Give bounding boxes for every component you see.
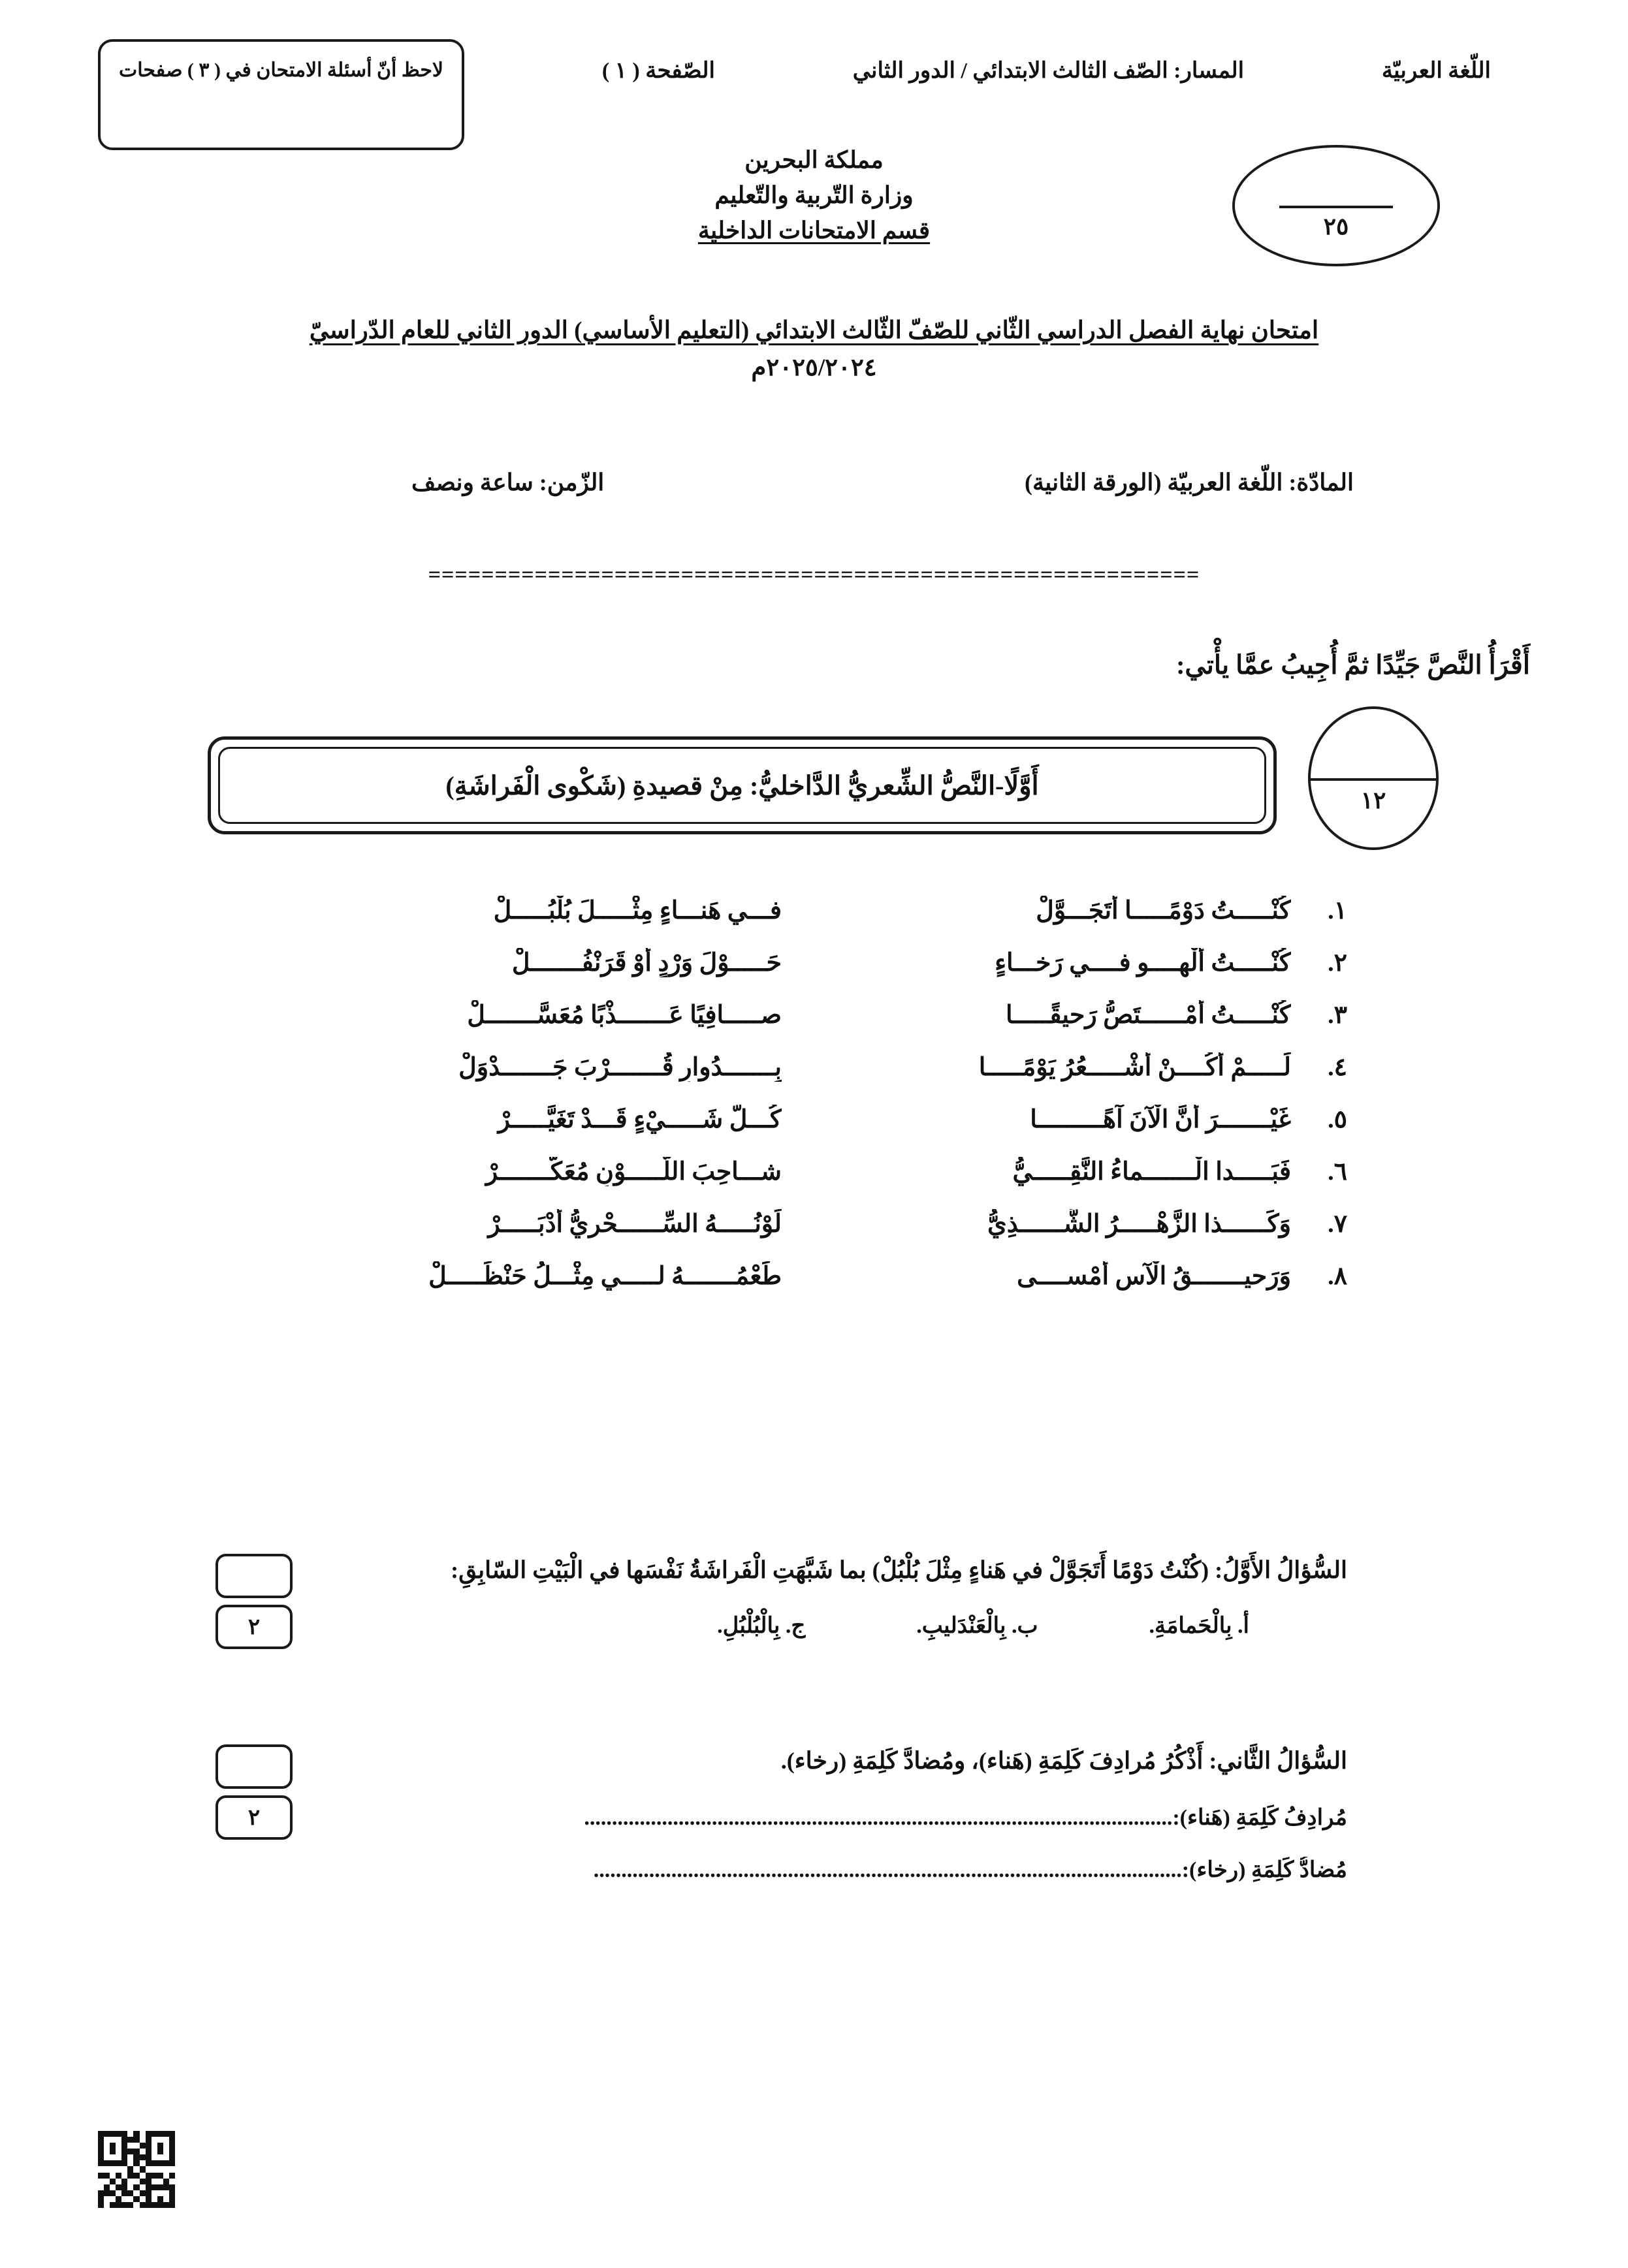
verse-number: ٦.: [1328, 1158, 1347, 1186]
ministry-department: قسم الامتحانات الداخلية: [697, 217, 931, 244]
poem-verse: [281, 1157, 1347, 1209]
section-title-inner-border: [218, 747, 1266, 824]
question-1-mark-boxes: [215, 1554, 293, 1649]
verse-number: ٥.: [1328, 1106, 1347, 1133]
verse-second-hemistich: بِـــــــدُوارٍ قُـــــــرْبَ جَـــــــدْوَلْ: [458, 1054, 782, 1081]
question-1-score-input[interactable]: [215, 1554, 293, 1598]
poem-verse: [281, 1052, 1347, 1105]
verse-second-hemistich: صـــــافِيًا عَـــــــذْبًا مُعَسَّـــــــلْ: [467, 1001, 782, 1029]
question-1-max-mark: ٢: [215, 1605, 293, 1649]
section-mark-circle: [1308, 706, 1439, 850]
verse-second-hemistich: لَوْنُـــــهُ السِّــــــحْريُّ أَدْبَـــــرْ: [488, 1210, 782, 1238]
qr-code: [98, 2131, 175, 2208]
verse-number: ٤.: [1328, 1054, 1347, 1081]
poem-verse: [281, 1209, 1347, 1261]
question-1-text: السُّؤالُ الأَوَّلُ: (كُنْتُ دَوْمًا أَتَجَوَّلْ في هَناءٍ مِثْلَ بُلْبُلْ) بما شَبَّهَتِ الْفَراشَةُ نَفْسَها في الْبَيْتِ السّابِقِ:: [451, 1557, 1347, 1583]
verse-second-hemistich: فـــي هَنـــاءٍ مِثْـــــلَ بُلْبُـــــلْ: [493, 897, 782, 924]
verse-number: ١.: [1328, 897, 1347, 924]
header-track: المسار: الصّف الثالث الابتدائي / الدور الثاني: [852, 59, 1245, 83]
exam-duration: الزّمن: ساعة ونصف: [411, 469, 605, 496]
section-title-box: [208, 736, 1277, 834]
verse-first-hemistich: كُنْـــــتُ دَوْمًـــــا أَتَجَـــوَّلْ: [1036, 897, 1291, 924]
question-1: [215, 1552, 1347, 1639]
header-subject: اللّغة العربيّة: [1381, 59, 1491, 83]
verse-first-hemistich: وَكَــــــذا الزَّهْـــــرُ الشَّــــــذِيُّ: [987, 1210, 1291, 1238]
header-note-text: لاحظ أنّ أسئلة الامتحان في ( ٣ ) صفحات: [119, 59, 444, 81]
poem-verse: [281, 1261, 1347, 1314]
verse-second-hemistich: طَعْمُـــــــهُ لـــــي مِثْـــلُ حَنْظَـــــلْ: [428, 1263, 782, 1290]
poem-body: [281, 896, 1347, 1314]
verse-number: ٧.: [1328, 1210, 1347, 1238]
exam-title-block: [98, 312, 1530, 387]
question-1-option-c[interactable]: ج. بِالْبُلْبُلِ.: [717, 1614, 806, 1638]
poem-verse: [281, 1000, 1347, 1052]
verse-first-hemistich: لَـــــمْ أَكُــــنْ أَشْـــــعُرُ يَوْمًـــــا: [978, 1054, 1291, 1081]
verse-number: ٢.: [1328, 949, 1347, 977]
question-2-score-input[interactable]: [215, 1744, 293, 1789]
verse-first-hemistich: غَيْـــــــرَ أَنَّ الْآنَ آهًـــــــــا: [1030, 1106, 1291, 1133]
question-2-max-mark: ٢: [215, 1795, 293, 1840]
poem-verse: [281, 948, 1347, 1000]
question-2-mark-boxes: [215, 1744, 293, 1840]
verse-number: ٣.: [1328, 1001, 1347, 1029]
section-mark-value: ١٢: [1360, 787, 1386, 813]
question-1-option-b[interactable]: ب. بِالْعَنْدَليبِ.: [916, 1614, 1038, 1638]
question-2: [215, 1743, 1347, 1883]
exam-subject: المادّة: اللّغة العربيّة (الورقة الثانية): [1025, 469, 1354, 496]
exam-meta-row: [98, 469, 1530, 496]
ministry-name: وزارة التّربية والتّعليم: [714, 182, 914, 208]
ministry-block: [0, 142, 1628, 248]
verse-first-hemistich: وَرَحيـــــــقُ الْآسِ أَمْســــى: [1017, 1263, 1291, 1290]
page-header: [98, 57, 1530, 110]
exam-year: ٢٠٢٥/٢٠٢٤م: [751, 354, 877, 382]
section-title-text: أَوَّلًا-النَّصُّ الشِّعريُّ الدَّاخليُّ: مِنْ قصيدةِ (شَكْوى الْفَراشَةِ): [445, 770, 1039, 800]
question-2-answer-line-2[interactable]: مُضادُّ كَلِمَةِ (رخاء):..........................................................................................................: [593, 1858, 1347, 1882]
section-mark-divider: [1311, 778, 1436, 781]
verse-first-hemistich: كُنْـــــتُ أَمْــــــتَصُّ رَحيقًـــــا: [1005, 1001, 1291, 1029]
header-note-box: [98, 39, 464, 150]
verse-second-hemistich: حَـــــوْلَ وَرْدٍ أَوْ قَرَنْفُـــــــلْ: [511, 949, 782, 977]
verse-number: ٨.: [1328, 1263, 1347, 1290]
question-1-option-a[interactable]: أ. بِالْحَمامَةِ.: [1149, 1614, 1249, 1638]
verse-second-hemistich: شـــاحِبَ اللَّـــــوْنِ مُعَكَّـــــــرْ: [485, 1158, 782, 1186]
verse-first-hemistich: كُنْـــــتُ أَلْهــــو فــــي رَخـــاءٍ: [995, 949, 1291, 977]
section-separator: ==========================================================: [428, 563, 1200, 587]
question-2-answer-line-1[interactable]: مُرادِفُ كَلِمَةِ (هَناء):..........................................................................................................: [584, 1806, 1347, 1830]
poem-verse: [281, 1105, 1347, 1157]
verse-first-hemistich: فَبَـــــدا الْـــــــماءُ النَّقِـــــيُّ: [1012, 1158, 1291, 1186]
header-page-number: الصّفحة ( ١ ): [601, 59, 715, 83]
verse-second-hemistich: كُـــلُّ شَـــــيْءٍ قَـــدْ تَغَيَّـــــرْ: [498, 1106, 782, 1133]
poem-verse: [281, 896, 1347, 948]
question-2-text: السُّؤالُ الثَّاني: أَذْكُرُ مُرادِفَ كَلِمَةِ (هَناء)، ومُضادَّ كَلِمَةِ (رخاء).: [780, 1748, 1347, 1774]
total-mark-value: ٢٥: [1323, 213, 1349, 240]
question-1-options: [215, 1613, 1347, 1639]
ministry-country: مملكة البحرين: [744, 147, 884, 173]
exam-title-line: امتحان نهاية الفصل الدراسي الثّاني للصّفّ الثّالث الابتدائي (التعليم الأساسي) الدور الثاني للعام الدّراسيّ: [309, 317, 1319, 344]
reading-instruction: أَقْرَأُ النَّصَّ جَيِّدًا ثمَّ أُجِيبُ عمَّا يأْتي:: [1176, 650, 1530, 680]
